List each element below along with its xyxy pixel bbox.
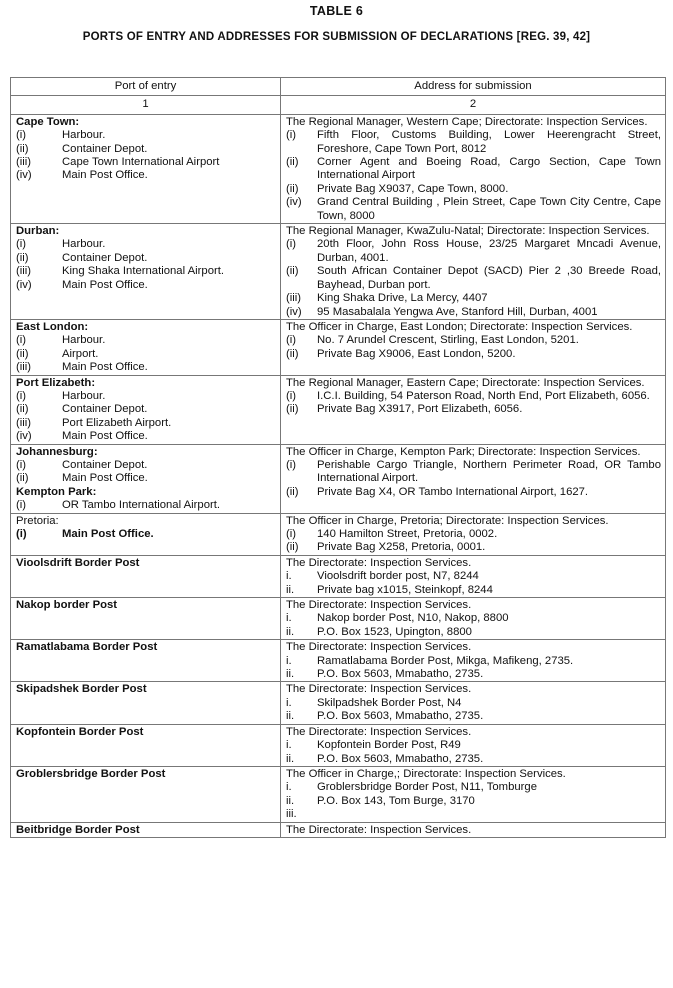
- address-marker: (iii): [286, 292, 302, 305]
- table-row: [11, 555, 666, 597]
- address-cell: [281, 319, 666, 375]
- address-item: [286, 265, 661, 292]
- address-marker: ii.: [286, 668, 295, 681]
- item-text: Main Post Office.: [62, 169, 148, 182]
- list-item: [16, 169, 276, 182]
- table-body: [11, 114, 666, 837]
- address-heading: The Officer in Charge,; Directorate: Inspection Services.: [286, 767, 566, 780]
- port-name: Skipadshek Border Post: [16, 683, 147, 696]
- address-item: [286, 390, 661, 403]
- address-item: [286, 753, 661, 766]
- address-item: [286, 781, 661, 794]
- address-heading: The Officer in Charge, East London; Directorate: Inspection Services.: [286, 320, 633, 333]
- address-item: [286, 156, 661, 183]
- address-text: Nakop border Post, N10, Nakop, 8800: [317, 612, 509, 625]
- address-text: [317, 808, 661, 821]
- address-item: [286, 292, 661, 305]
- item-text: Port Elizabeth Airport.: [62, 416, 172, 429]
- item-marker: (iii): [16, 361, 32, 374]
- list-item: [16, 265, 276, 278]
- item-text: Main Post Office.: [62, 361, 148, 374]
- address-cell: [281, 822, 666, 837]
- address-text: Private Bag X3917, Port Elizabeth, 6056.: [317, 403, 523, 416]
- address-marker: ii.: [286, 710, 295, 723]
- address-marker: (ii): [286, 156, 299, 169]
- address-heading: The Directorate: Inspection Services.: [286, 641, 472, 654]
- item-text: OR Tambo International Airport.: [62, 499, 221, 512]
- list-item: [16, 129, 276, 142]
- address-text: King Shaka Drive, La Mercy, 4407: [317, 292, 488, 305]
- address-marker: (iv): [286, 305, 302, 318]
- list-item: [16, 472, 276, 485]
- address-item: [286, 570, 661, 583]
- table-subtitle: PORTS OF ENTRY AND ADDRESSES FOR SUBMISSION OF DECLARATIONS [REG. 39, 42]: [82, 31, 591, 43]
- address-list: [286, 238, 661, 318]
- item-text: Harbour.: [62, 129, 106, 142]
- item-marker: (i): [16, 499, 27, 512]
- address-text: South African Container Depot (SACD) Pier 2 ,30 Breede Road, Bayhead, Durban port.: [317, 265, 661, 291]
- port-name: Vioolsdrift Border Post: [16, 556, 140, 569]
- address-marker: (i): [286, 389, 297, 402]
- address-text: Vioolsdrift border post, N7, 8244: [317, 570, 479, 583]
- address-list: [286, 129, 661, 223]
- table-row: [11, 640, 666, 682]
- port-entry-list: [16, 334, 276, 374]
- item-text: Container Depot.: [62, 403, 148, 416]
- port-cell: [11, 555, 281, 597]
- item-marker: (ii): [16, 142, 29, 155]
- address-item: [286, 196, 661, 223]
- item-marker: (i): [16, 528, 27, 540]
- port-cell: [11, 640, 281, 682]
- address-heading: The Directorate: Inspection Services.: [286, 556, 472, 569]
- item-marker: (iv): [16, 278, 32, 291]
- address-item: [286, 808, 661, 821]
- address-text: 20th Floor, John Ross House, 23/25 Margaret Mncadi Avenue, Durban, 4001.: [317, 238, 661, 264]
- address-item: [286, 459, 661, 486]
- port-entry-list: [16, 129, 276, 183]
- column-header-address: Address for submission: [281, 78, 666, 96]
- port-name: Ramatlabama Border Post: [16, 641, 158, 654]
- address-text: Private Bag X258, Pretoria, 0001.: [317, 541, 486, 554]
- port-entry-list: [16, 499, 276, 512]
- port-name: Durban:: [16, 225, 60, 238]
- address-item: [286, 795, 661, 808]
- port-name: East London:: [16, 320, 89, 333]
- address-text: Kopfontein Border Post, R49: [317, 739, 461, 752]
- address-item: [286, 584, 661, 597]
- item-marker: (ii): [16, 347, 29, 360]
- address-text: Perishable Cargo Triangle, Northern Perimeter Road, OR Tambo International Airport.: [317, 458, 661, 485]
- port-cell: [11, 513, 281, 555]
- address-cell: [281, 114, 666, 223]
- item-text: Main Post Office.: [62, 472, 148, 485]
- address-text: Corner Agent and Boeing Road, Cargo Section, Cape Town International Airport: [317, 156, 661, 182]
- table-row: [11, 319, 666, 375]
- address-text: P.O. Box 5603, Mmabatho, 2735.: [317, 752, 484, 765]
- address-text: Ramatlabama Border Post, Mikga, Mafikeng, 2735.: [317, 654, 574, 667]
- address-item: [286, 697, 661, 710]
- port-cell: [11, 375, 281, 444]
- item-text: Container Depot.: [62, 458, 148, 471]
- port-name: Johannesburg:: [16, 445, 98, 458]
- port-name: Kopfontein Border Post: [16, 725, 144, 738]
- address-item: [286, 612, 661, 625]
- address-text: I.C.I. Building, 54 Paterson Road, North End, Port Elizabeth, 6056.: [317, 389, 650, 402]
- list-item: [16, 403, 276, 416]
- port-name: Port Elizabeth:: [16, 376, 96, 389]
- address-marker: i.: [286, 739, 292, 752]
- address-text: P.O. Box 5603, Mmabatho, 2735.: [317, 710, 484, 723]
- address-heading: The Directorate: Inspection Services.: [286, 725, 472, 738]
- address-text: Private bag x1015, Steinkopf, 8244: [317, 583, 493, 596]
- address-text: 140 Hamilton Street, Pretoria, 0002.: [317, 528, 498, 540]
- address-marker: iii.: [286, 808, 297, 821]
- table-row: [11, 724, 666, 766]
- port-cell: [11, 766, 281, 822]
- table-row: [11, 114, 666, 223]
- address-text: No. 7 Arundel Crescent, Stirling, East London, 5201.: [317, 334, 579, 347]
- port-name: Nakop border Post: [16, 599, 118, 612]
- address-text: Skilpadshek Border Post, N4: [317, 696, 462, 709]
- port-cell: [11, 319, 281, 375]
- item-text: Container Depot.: [62, 251, 148, 264]
- address-text: Fifth Floor, Customs Building, Lower Heerengracht Street, Foreshore, Cape Town Port, 8012: [317, 129, 661, 155]
- list-item: [16, 459, 276, 472]
- address-list: [286, 655, 661, 682]
- port-name: Cape Town:: [16, 115, 80, 128]
- item-text: Harbour.: [62, 238, 106, 251]
- address-heading: The Regional Manager, KwaZulu-Natal; Directorate: Inspection Services.: [286, 225, 650, 238]
- item-text: Cape Town International Airport: [62, 156, 220, 169]
- address-heading: The Regional Manager, Western Cape; Directorate: Inspection Services.: [286, 115, 648, 128]
- port-entry-list: [16, 528, 276, 541]
- address-text: Private Bag X9006, East London, 5200.: [317, 347, 516, 360]
- item-marker: (i): [16, 389, 27, 402]
- address-marker: (iv): [286, 196, 302, 209]
- address-marker: (i): [286, 129, 297, 142]
- port-entry-list: [16, 459, 276, 486]
- port-name: Groblersbridge Border Post: [16, 767, 166, 780]
- address-item: [286, 541, 661, 554]
- address-cell: [281, 724, 666, 766]
- item-marker: (iv): [16, 430, 32, 443]
- list-item: [16, 348, 276, 361]
- list-item: [16, 334, 276, 347]
- address-list: [286, 781, 661, 821]
- subport-name: Kempton Park:: [16, 485, 97, 498]
- table-row: [11, 444, 666, 513]
- table-row: [11, 375, 666, 444]
- port-entry-list: [16, 390, 276, 444]
- address-cell: [281, 598, 666, 640]
- list-item: [16, 430, 276, 443]
- table-row: [11, 598, 666, 640]
- address-list: [286, 570, 661, 597]
- address-list: [286, 334, 661, 361]
- list-item: [16, 499, 276, 512]
- list-item: [16, 143, 276, 156]
- address-marker: (ii): [286, 485, 299, 498]
- address-list: [286, 459, 661, 499]
- item-marker: (ii): [16, 403, 29, 416]
- address-marker: ii.: [286, 752, 295, 765]
- item-text: Harbour.: [62, 334, 106, 347]
- address-cell: [281, 444, 666, 513]
- address-list: [286, 612, 661, 639]
- item-text: Container Depot.: [62, 142, 148, 155]
- ports-table: [10, 77, 666, 838]
- item-marker: (ii): [16, 251, 29, 264]
- port-cell: [11, 444, 281, 513]
- item-marker: (i): [16, 334, 27, 347]
- address-list: [286, 528, 661, 555]
- list-item: [16, 361, 276, 374]
- port-cell: [11, 724, 281, 766]
- item-text: King Shaka International Airport.: [62, 265, 225, 278]
- port-cell: [11, 822, 281, 837]
- address-marker: (ii): [286, 347, 299, 360]
- address-text: Groblersbridge Border Post, N11, Tomburge: [317, 781, 537, 794]
- address-marker: i.: [286, 781, 292, 794]
- address-item: [286, 334, 661, 347]
- list-item: [16, 417, 276, 430]
- port-name: Pretoria:: [16, 514, 59, 527]
- address-heading: The Regional Manager, Eastern Cape; Directorate: Inspection Services.: [286, 376, 645, 389]
- table-row: [11, 822, 666, 837]
- address-marker: (i): [286, 238, 297, 251]
- item-marker: (i): [16, 129, 27, 142]
- address-heading: The Officer in Charge, Kempton Park; Directorate: Inspection Services.: [286, 445, 641, 458]
- address-item: [286, 183, 661, 196]
- column-header-port: Port of entry: [11, 78, 281, 96]
- address-item: [286, 626, 661, 639]
- address-list: [286, 390, 661, 417]
- column-number-1: 1: [11, 96, 281, 114]
- item-marker: (i): [16, 458, 27, 471]
- address-marker: ii.: [286, 625, 295, 638]
- address-item: [286, 129, 661, 156]
- address-marker: (ii): [286, 265, 299, 278]
- address-heading: The Directorate: Inspection Services.: [286, 599, 472, 612]
- item-marker: (i): [16, 238, 27, 251]
- list-item: [16, 390, 276, 403]
- address-text: P.O. Box 143, Tom Burge, 3170: [317, 794, 475, 807]
- list-item: [16, 528, 276, 541]
- address-cell: [281, 682, 666, 724]
- address-marker: ii.: [286, 794, 295, 807]
- address-item: [286, 486, 661, 499]
- address-text: Private Bag X4, OR Tambo International Airport, 1627.: [317, 485, 589, 498]
- address-heading: The Directorate: Inspection Services.: [286, 683, 472, 696]
- address-marker: i.: [286, 654, 292, 667]
- address-item: [286, 348, 661, 361]
- address-cell: [281, 224, 666, 320]
- address-text: P.O. Box 1523, Upington, 8800: [317, 625, 472, 638]
- table-row: [11, 224, 666, 320]
- table-row: [11, 682, 666, 724]
- address-text: 95 Masabalala Yengwa Ave, Stanford Hill, Durban, 4001: [317, 305, 598, 318]
- item-text: Airport.: [62, 347, 99, 360]
- address-marker: (i): [286, 458, 297, 471]
- address-list: [286, 739, 661, 766]
- list-item: [16, 238, 276, 251]
- port-cell: [11, 224, 281, 320]
- address-heading: The Officer in Charge, Pretoria; Directorate: Inspection Services.: [286, 514, 609, 527]
- column-number-2: 2: [281, 96, 666, 114]
- address-text: Grand Central Building , Plein Street, Cape Town City Centre, Cape Town, 8000: [317, 196, 661, 222]
- address-cell: [281, 375, 666, 444]
- port-entry-list: [16, 238, 276, 292]
- item-text: Main Post Office.: [62, 430, 148, 443]
- address-item: [286, 739, 661, 752]
- item-marker: (iv): [16, 169, 32, 182]
- address-cell: [281, 640, 666, 682]
- address-item: [286, 710, 661, 723]
- list-item: [16, 279, 276, 292]
- address-marker: (ii): [286, 403, 299, 416]
- address-item: [286, 306, 661, 319]
- port-name: Beitbridge Border Post: [16, 823, 140, 836]
- address-marker: i.: [286, 612, 292, 625]
- table-row: [11, 513, 666, 555]
- address-list: [286, 697, 661, 724]
- address-heading: The Directorate: Inspection Services.: [286, 823, 472, 836]
- item-marker: (ii): [16, 472, 29, 485]
- address-text: Private Bag X9037, Cape Town, 8000.: [317, 182, 509, 195]
- address-marker: ii.: [286, 583, 295, 596]
- list-item: [16, 252, 276, 265]
- port-cell: [11, 598, 281, 640]
- address-marker: i.: [286, 570, 292, 583]
- item-text: Main Post Office.: [62, 278, 148, 291]
- address-item: [286, 655, 661, 668]
- item-text: Harbour.: [62, 389, 106, 402]
- list-item: [16, 156, 276, 169]
- table-title: TABLE 6: [309, 4, 364, 18]
- address-cell: [281, 513, 666, 555]
- address-item: [286, 403, 661, 416]
- port-cell: [11, 114, 281, 223]
- address-item: [286, 528, 661, 541]
- address-item: [286, 668, 661, 681]
- item-marker: (iii): [16, 416, 32, 429]
- address-text: P.O. Box 5603, Mmabatho, 2735.: [317, 668, 484, 681]
- item-marker: (iii): [16, 156, 32, 169]
- item-marker: (iii): [16, 265, 32, 278]
- address-cell: [281, 766, 666, 822]
- address-marker: (ii): [286, 541, 299, 554]
- address-marker: (i): [286, 528, 297, 540]
- port-cell: [11, 682, 281, 724]
- address-item: [286, 238, 661, 265]
- table-row: [11, 766, 666, 822]
- address-marker: (i): [286, 334, 297, 347]
- item-text: Main Post Office.: [62, 528, 154, 540]
- address-marker: i.: [286, 696, 292, 709]
- address-marker: (ii): [286, 182, 299, 195]
- address-cell: [281, 555, 666, 597]
